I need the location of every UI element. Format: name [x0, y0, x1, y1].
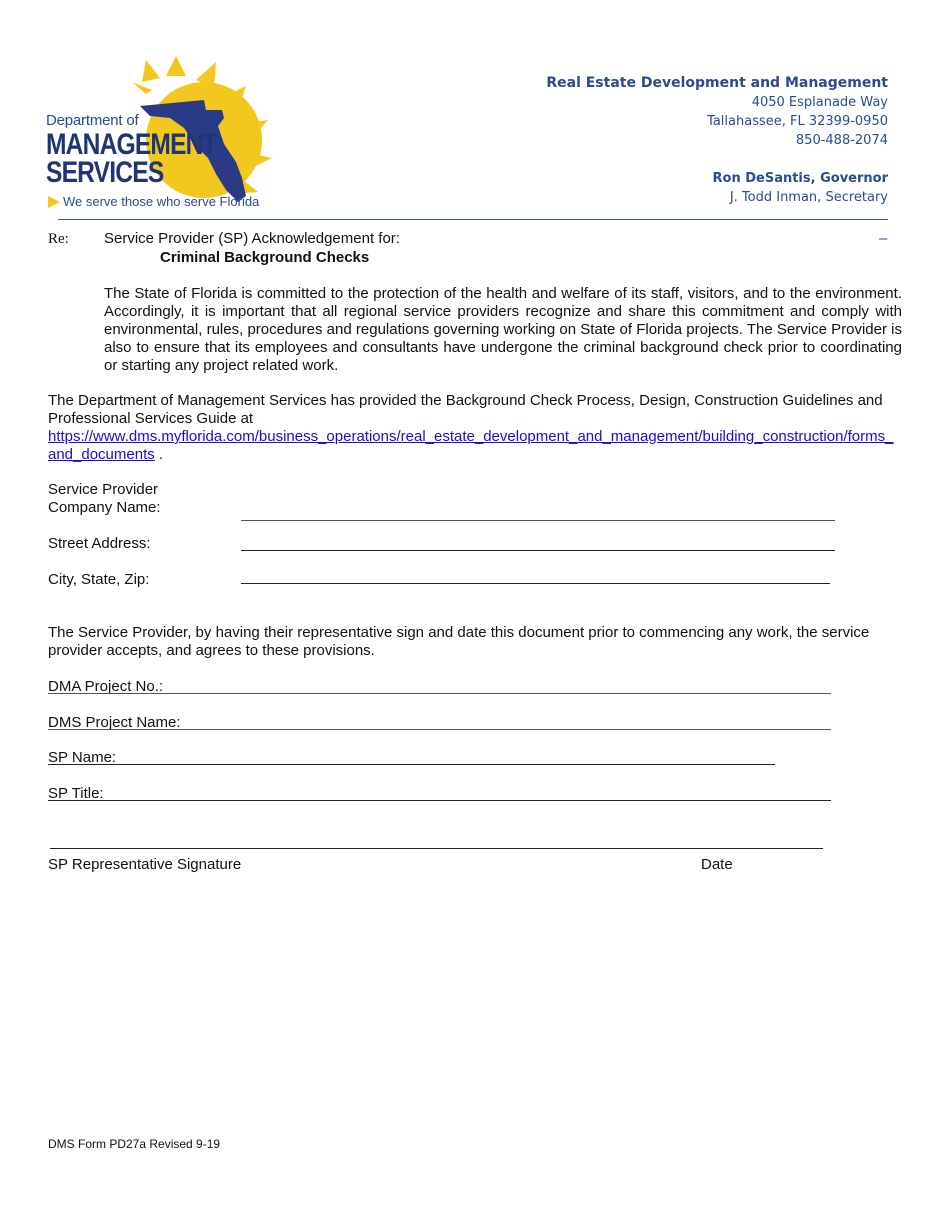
project-no-label: DMA Project No.: — [48, 678, 164, 695]
company-label-line2: Company Name: — [48, 499, 161, 516]
secretary-name: J. Todd Inman, Secretary — [729, 190, 888, 205]
re-subject-bold: Criminal Background Checks — [160, 249, 370, 266]
logo-dept-of: Department of — [46, 112, 139, 129]
signature-label: SP Representative Signature — [48, 856, 242, 873]
re-subject: Service Provider (SP) Acknowledgement for: — [104, 230, 400, 247]
city-state-zip-label: City, State, Zip: — [48, 571, 150, 588]
guide-paragraph — [48, 392, 900, 464]
office-address-line2: Tallahassee, FL 32399-0950 — [707, 114, 888, 129]
logo-management: MANAGEMENT — [46, 128, 217, 161]
project-name-field[interactable] — [48, 729, 831, 730]
date-label: Date — [701, 856, 733, 873]
forms-documents-link[interactable]: https://www.dms.myflorida.com/business_operations/real_estate_development_and_management/building_construction/forms_and_documents — [48, 428, 894, 463]
intro-paragraph: The State of Florida is committed to the protection of the health and welfare of its staff, visitors, and to the environment. Accordingly, it is important that all regional service providers recognize and share this commitment and comply with environmental, rules, procedures and regulations governing working on State of Florida projects. The Service Provider is also to ensure that its employees and consultants have undergone the criminal background check prior to coordinating or starting any project related work. — [104, 285, 902, 374]
company-name-field[interactable] — [241, 520, 835, 521]
sp-name-label: SP Name: — [48, 749, 117, 766]
sp-title-label: SP Title: — [48, 785, 104, 802]
re-label: Re: — [48, 231, 69, 247]
governor-name: Ron DeSantis, Governor — [712, 171, 888, 186]
street-address-label: Street Address: — [48, 535, 151, 552]
header-divider — [58, 219, 888, 220]
play-triangle-icon — [48, 196, 60, 208]
dms-logo — [46, 54, 306, 214]
office-name: Real Estate Development and Management — [546, 75, 888, 91]
re-dash: – — [879, 230, 888, 247]
company-label-line1: Service Provider — [48, 481, 159, 498]
logo-tagline-row — [48, 194, 259, 209]
office-address-line1: 4050 Esplanade Way — [751, 95, 888, 110]
project-name-label: DMS Project Name: — [48, 714, 181, 731]
sp-title-field[interactable] — [48, 800, 831, 801]
guide-text: The Department of Management Services has provided the Background Check Process, Design, Construction Guidelines and Professional Services Guide at — [48, 392, 883, 427]
office-phone: 850-488-2074 — [795, 133, 888, 148]
city-state-zip-field[interactable] — [241, 583, 830, 584]
office-header — [546, 74, 888, 207]
form-id: DMS Form PD27a Revised 9-19 — [48, 1137, 221, 1151]
signature-line[interactable] — [50, 848, 823, 849]
company-name-label — [48, 481, 161, 517]
acceptance-paragraph: The Service Provider, by having their representative sign and date this document prior to commencing any work, the service provider accepts, and agrees to these provisions. — [48, 624, 870, 659]
project-no-field[interactable] — [48, 693, 831, 694]
sp-name-field[interactable] — [48, 764, 775, 765]
logo-tagline: We serve those who serve Florida — [63, 194, 260, 209]
link-suffix: . — [158, 446, 164, 463]
logo-services: SERVICES — [46, 156, 164, 189]
street-address-field[interactable] — [241, 550, 835, 551]
